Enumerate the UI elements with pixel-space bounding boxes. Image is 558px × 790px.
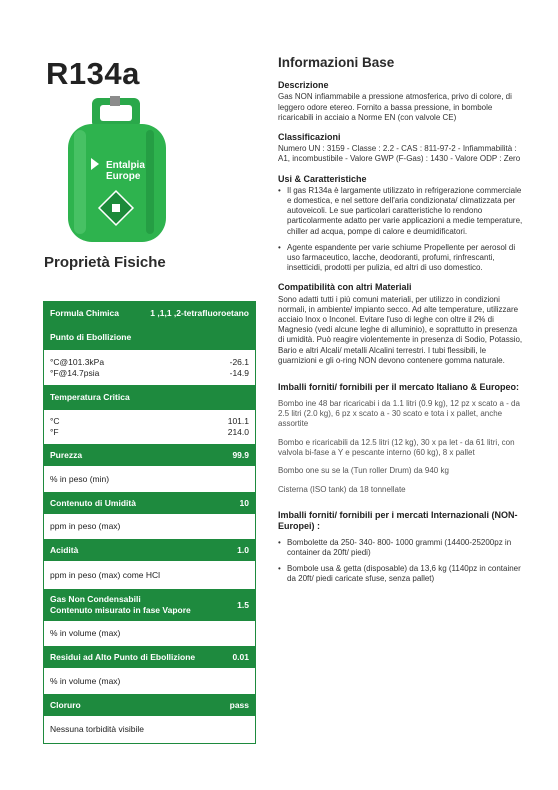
compatibility-heading: Compatibilità con altri Materiali	[278, 282, 412, 293]
property-value-line	[50, 427, 249, 438]
packaging-intl-heading: Imballi forniti/ fornibili per i mercati Internazionali (NON-Europei) :	[278, 509, 518, 531]
property-header-row	[44, 695, 255, 716]
property-note-row	[44, 716, 255, 743]
property-note: % in peso (min)	[50, 473, 110, 484]
property-label	[50, 450, 82, 461]
packaging-eu-block	[278, 382, 524, 495]
property-value: 1.5	[237, 599, 249, 610]
property-label-line: Contenuto di Umidità	[50, 497, 136, 508]
unit-value: -26.1	[229, 356, 249, 367]
property-note-row	[44, 621, 255, 647]
uses-block: Usi & Caratteristiche • Il gas R134a è largamente utilizzato in refrigerazione commerciale e domestica, e nel settore dell'aria condizionata/ climatizzata per autoveicoli. Le sue particolari caratteristiche lo rendono particolarmente adatto per varie applicazioni a medie temperature, chiller ad acqua, pompe di calore e deumidificatori. • Agente espandente per varie schiume Propellente per aerosol di uso farmaceutico, lacche, deodoranti, profumi, rinfrescanti, insetticidi, prodotti per pulizia, ed altri di uso domestico.	[278, 173, 523, 273]
property-label	[50, 700, 81, 711]
property-values-row	[44, 350, 255, 386]
compatibility-text: Sono adatti tutti i più comuni materiali, per utilizzo in condizioni normali, in ambiente/ impianto secco. Ad alte temperature, utilizzare acciaio Inox o Inconel. Evitare l'uso di leghe con oltre il 2% di Magnesio (vedi alcune leghe di alluminio), e soprattutto in presenza di umidità. Può reagire violentemente in presenza di Sodio, Potassio, Bario e altri Alcali/ metalli Alcalini terrestri. I tubi flessibili, le guarnizioni e gli o-ring NON devono contenere gomma naturale.	[278, 294, 523, 365]
description-block	[278, 80, 524, 123]
packaging-eu-heading: Imballi forniti/ fornibili per il mercato Italiano & Europeo:	[278, 382, 520, 393]
property-value-line	[50, 416, 249, 427]
property-header-row	[44, 445, 255, 466]
packaging-intl-bullet-2: Bombole usa & getta (disposable) da 13,6 kg (1140pz in container da 20ft/ piedi caricate sfuse, senza pallet)	[287, 563, 521, 584]
property-label-line: Acidità	[50, 544, 79, 555]
property-note: ppm in peso (max)	[50, 521, 121, 531]
gas-cylinder-icon	[58, 96, 176, 246]
classification-text: Numero UN : 3159 - Classe : 2.2 - CAS : 811-97-2 - Infiammabilità : A1, incombustibile - Valore GWP (F-Gas) : 1430 - Valore ODP : Zero	[278, 144, 521, 164]
property-label-line: Gas Non Condensabili	[50, 594, 141, 604]
cylinder-label-line1: Entalpia	[106, 160, 145, 171]
unit-label: °F	[50, 427, 59, 437]
property-note-row	[44, 668, 255, 695]
property-header-row	[44, 540, 255, 561]
property-label	[50, 498, 136, 509]
property-header-row	[44, 493, 255, 514]
unit-value: -14.9	[229, 367, 249, 378]
property-label-line: Residui ad Alto Punto di Ebollizione	[50, 651, 196, 662]
property-header-row	[44, 386, 255, 410]
property-label-line: Temperatura Critica	[50, 392, 130, 402]
property-note: % in volume (max)	[50, 675, 121, 686]
classification-heading: Classificazioni	[278, 132, 341, 143]
property-value: 1 ,1,1 ,2-tetrafluoroetano	[150, 307, 249, 318]
property-label	[50, 594, 191, 616]
unit-label: °F@14.7psia	[50, 367, 100, 378]
property-label	[50, 332, 131, 343]
property-note: ppm in peso (max) come HCl	[50, 569, 161, 580]
property-note-row	[44, 466, 255, 493]
property-value: 1.0	[237, 544, 249, 555]
property-header-row	[44, 647, 255, 668]
classification-block	[278, 132, 524, 165]
packaging-eu-item-1: Bombo ine 48 bar ricaricabi i da 1.1 litri (0.9 kg), 12 pz x scato a - da 2.5 litri (2.0 kg), 6 pz x scato a - 30 scato e tota i x pallet, anche assortite	[278, 399, 520, 429]
property-header-row	[44, 302, 255, 325]
physical-properties-heading: Proprietà Fisiche	[44, 254, 166, 271]
property-values-row	[44, 410, 255, 445]
property-value: 99.9	[232, 449, 249, 460]
property-label-line: Contenuto misurato in fase Vapore	[50, 605, 191, 615]
property-note: Nessuna torbidità visibile	[50, 724, 145, 734]
property-value: pass	[229, 699, 249, 710]
property-label-line: Punto di Ebollizione	[50, 331, 132, 342]
property-note-row	[44, 514, 255, 540]
uses-bullet-1: Il gas R134a è largamente utilizzato in refrigerazione commerciale e domestica, e nel settore dell'aria condizionata/ climatizzata per autoveicoli. Le sue particolari caratteristiche lo rendono particolarmente adatto per varie applicazioni a medie temperature, chiller ad acqua, pompe di calore e deumidificatori.	[287, 185, 523, 236]
property-label	[50, 308, 119, 319]
compatibility-block	[278, 282, 524, 366]
packaging-eu-item-3: Bombo one su se la (Tun roller Drum) da 940 kg	[278, 466, 449, 476]
unit-value: 214.0	[227, 427, 249, 437]
uses-bullet-2: Agente espandente per varie schiume Propellente per aerosol di uso farmaceutico, lacche, deodoranti, profumi, rinfrescanti, insetticidi, prodotti per pulizia, ed altri di uso domestico.	[287, 242, 516, 273]
description-heading: Descrizione	[278, 80, 329, 91]
property-note: % in volume (max)	[50, 628, 121, 638]
property-value: 10	[239, 497, 249, 508]
unit-label: °C@101.3kPa	[50, 356, 105, 367]
packaging-eu-item-4: Cisterna (ISO tank) da 18 tonnellate	[278, 485, 406, 495]
unit-value: 101.1	[227, 416, 249, 426]
packaging-intl-bullet-1: Bombolette da 250- 340- 800- 1000 grammi (14400-25200pz in container da 20ft/ piedi)	[287, 537, 512, 557]
cylinder-label-line2: Europe	[106, 171, 141, 182]
property-label	[50, 545, 78, 556]
base-info-section	[278, 55, 524, 584]
property-value-line	[50, 368, 249, 379]
properties-table	[43, 301, 256, 744]
base-info-title: Informazioni Base	[278, 55, 395, 70]
property-label	[50, 392, 130, 403]
property-label-line: Purezza	[50, 449, 83, 460]
property-label-line: Cloruro	[50, 699, 81, 710]
unit-label: °C	[50, 416, 60, 426]
product-title: R134a	[46, 56, 140, 91]
property-label	[50, 652, 195, 663]
uses-heading: Usi & Caratteristiche	[278, 173, 367, 184]
property-value-line	[50, 357, 249, 368]
packaging-eu-item-2: Bombo e ricaricabili da 12.5 litri (12 kg), 30 x pa let - da 61 litri, con valvola bi-fase a Y e pescante interno (60 kg), 8 x pallet	[278, 437, 515, 457]
property-note-row	[44, 561, 255, 590]
property-label-line: Formula Chimica	[50, 307, 119, 318]
description-text: Gas NON infiammabile a pressione atmosferica, privo di colore, di leggero odore etereo. Fornito a bassa pressione, in bombole ricaricabili in acciaio a Norme EN (con valvole CE)	[278, 92, 512, 122]
property-header-row	[44, 590, 255, 621]
packaging-intl-block: Imballi forniti/ fornibili per i mercati Internazionali (NON-Europei) : • Bombolette da 250- 340- 800- 1000 grammi (14400-25200pz in container da 20ft/ piedi) • Bombole usa & getta (disposable) da 13,6 kg (1140pz in container da 20ft/ piedi caricate sfuse, senza pallet)	[278, 510, 524, 585]
property-value: 0.01	[232, 651, 249, 662]
property-header-row	[44, 325, 255, 350]
